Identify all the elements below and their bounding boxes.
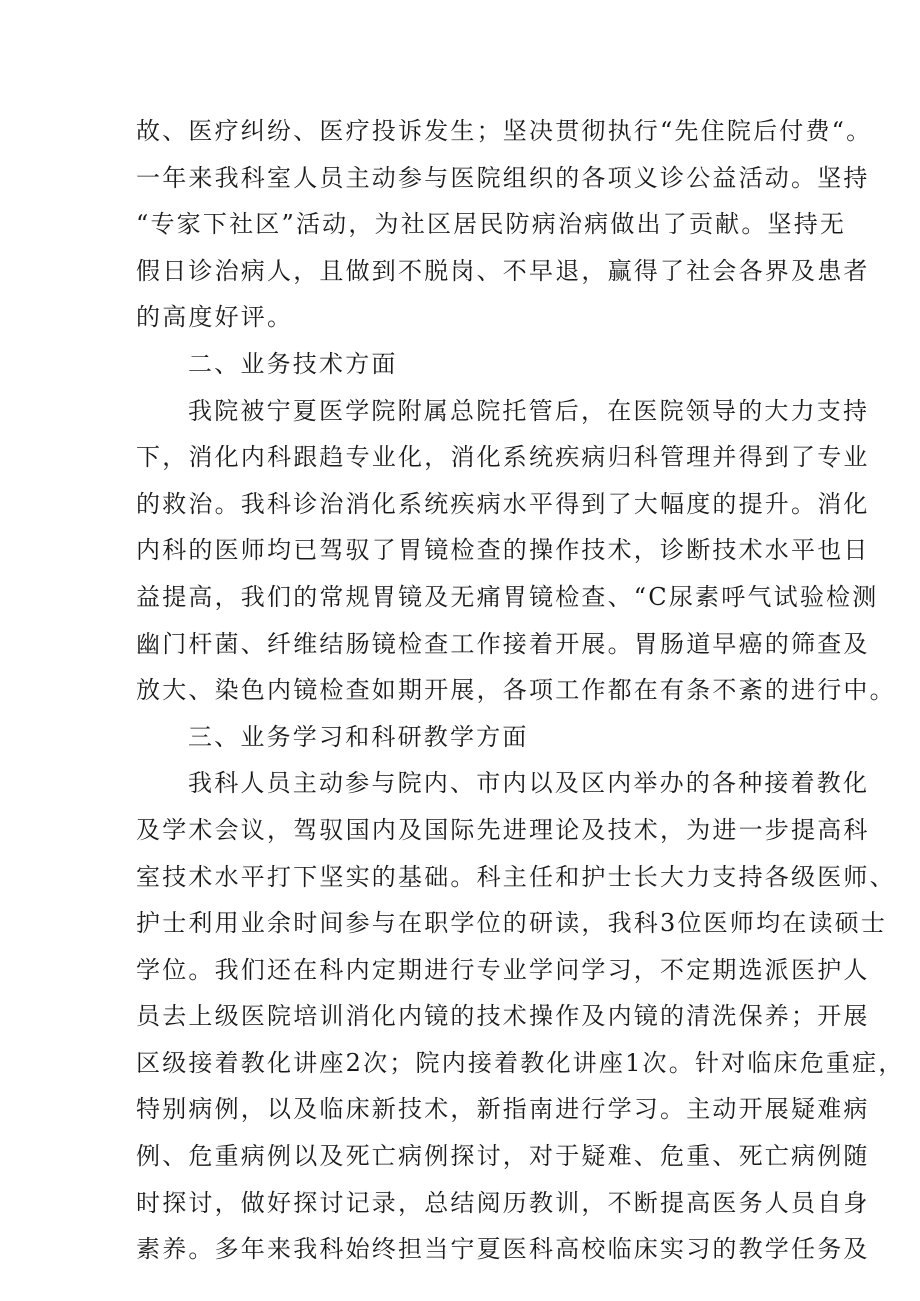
text-line: 及学术会议，驾驭国内及国际先进理论及技术，为进一步提高科 (136, 815, 870, 844)
text-line: 内科的医师均已驾驭了胃镜检查的操作技术，诊断技术水平也日 (136, 536, 870, 565)
paragraph-continued (136, 108, 873, 341)
document-body (136, 108, 905, 1273)
text-line: 我科人员主动参与院内、市内以及区内举办的各种接着教化 (188, 769, 870, 798)
text-line: 区级接着教化讲座2次；院内接着教化讲座1次。针对临床危重症， (136, 1048, 905, 1077)
section-heading-study-research-teaching: 三、业务学习和科研教学方面 (188, 722, 529, 751)
text-line: 学位。我们还在科内定期进行专业学问学习，不定期选派医护人 (136, 955, 870, 984)
text-line: 放大、染色内镜检查如期开展，各项工作都在有条不紊的进行中。 (136, 676, 896, 705)
text-line: 员去上级医院培训消化内镜的技术操作及内镜的清洗保养；开展 (136, 1002, 870, 1031)
text-line: 故、医疗纠纷、医疗投诉发生；坚决贯彻执行“先住院后付费“。 (136, 117, 873, 145)
text-line: 护士利用业余时间参与在职学位的研读，我科3位医师均在读硕士 (136, 909, 888, 938)
text-line: 假日诊治病人，且做到不脱岗、不早退，赢得了社会各界及患者 (136, 256, 870, 285)
text-line: 幽门杆菌、纤维结肠镜检查工作接着开展。胃肠道早癌的筛查及 (136, 629, 870, 658)
text-line: 我院被宁夏医学院附属总院托管后，在医院领导的大力支持 (188, 396, 870, 425)
text-line: “专家下社区”活动，为社区居民防病治病做出了贡献。坚持无 (136, 210, 847, 239)
text-line: 特别病例，以及临床新技术，新指南进行学习。主动开展疑难病 (136, 1095, 870, 1124)
text-line: 例、危重病例以及死亡病例探讨，对于疑难、危重、死亡病例随 (136, 1142, 870, 1171)
paragraph-study-research-teaching (136, 760, 905, 1273)
text-line: 一年来我科室人员主动参与医院组织的各项义诊公益活动。坚持 (136, 163, 870, 192)
text-line: 的救治。我科诊治消化系统疾病水平得到了大幅度的提升。消化 (136, 489, 870, 518)
text-line: 的高度好评。 (136, 303, 294, 332)
text-line: 室技术水平打下坚实的基础。科主任和护士长大力支持各级医师、 (136, 862, 896, 891)
paragraph-business-technology (136, 388, 896, 714)
text-line: 益提高，我们的常规胃镜及无痛胃镜检查、“C尿素呼气试验检测 (136, 582, 879, 611)
text-line: 下，消化内科跟趋专业化，消化系统疾病归科管理并得到了专业 (136, 443, 870, 472)
section-heading-business-technology: 二、业务技术方面 (188, 349, 398, 378)
text-line: 时探讨，做好探讨记录，总结阅历教训，不断提高医务人员自身 (136, 1188, 870, 1217)
text-line: 素养。多年来我科始终担当宁夏医科高校临床实习的教学任务及 (136, 1235, 870, 1264)
